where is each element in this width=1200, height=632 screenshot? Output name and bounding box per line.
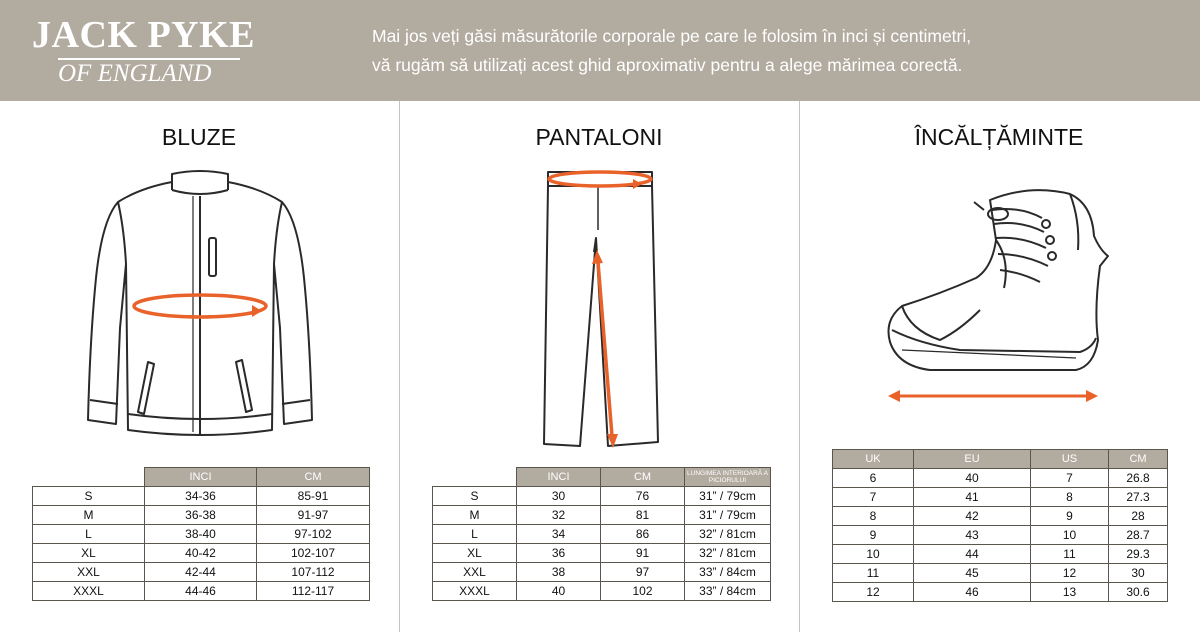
table-cell: XXL bbox=[33, 563, 145, 582]
table-cell: S bbox=[433, 487, 517, 506]
table-cell: 32 bbox=[517, 506, 601, 525]
table-cell: 12 bbox=[1031, 564, 1109, 583]
table-cell: XL bbox=[33, 544, 145, 563]
table-row bbox=[433, 563, 771, 582]
table-cell: 32” / 81cm bbox=[685, 525, 771, 544]
table-header-cell: CM bbox=[257, 468, 370, 487]
table-cell: 28 bbox=[1109, 507, 1168, 526]
table-cell: 34 bbox=[517, 525, 601, 544]
table-header-row bbox=[433, 468, 771, 487]
table-cell: 10 bbox=[1031, 526, 1109, 545]
table-cell: 42-44 bbox=[145, 563, 257, 582]
table-cell: 36-38 bbox=[145, 506, 257, 525]
table-row bbox=[833, 545, 1168, 564]
table-header-cell: US bbox=[1031, 450, 1109, 469]
table-cell: 33” / 84cm bbox=[685, 563, 771, 582]
table-row bbox=[33, 487, 370, 506]
table-cell: 28.7 bbox=[1109, 526, 1168, 545]
table-row bbox=[833, 488, 1168, 507]
table-cell: 107-112 bbox=[257, 563, 370, 582]
table-cell: XXXL bbox=[433, 582, 517, 601]
table-cell: 112-117 bbox=[257, 582, 370, 601]
footwear-title: ÎNCĂLȚĂMINTE bbox=[914, 124, 1084, 150]
trousers-size-table bbox=[432, 467, 771, 601]
shirts-title: BLUZE bbox=[161, 124, 237, 150]
table-row bbox=[833, 564, 1168, 583]
table-row bbox=[33, 544, 370, 563]
table-cell: 31” / 79cm bbox=[685, 487, 771, 506]
table-cell: 46 bbox=[914, 583, 1031, 602]
table-row bbox=[33, 582, 370, 601]
column-divider-1 bbox=[399, 101, 400, 632]
table-row bbox=[833, 583, 1168, 602]
table-row bbox=[433, 525, 771, 544]
table-cell: 36 bbox=[517, 544, 601, 563]
trousers-title: PANTALONI bbox=[535, 124, 663, 150]
table-header-cell: INCI bbox=[145, 468, 257, 487]
table-row bbox=[433, 544, 771, 563]
table-header-cell bbox=[33, 468, 145, 487]
table-cell: 30.6 bbox=[1109, 583, 1168, 602]
header-banner bbox=[0, 0, 1200, 101]
table-cell: 43 bbox=[914, 526, 1031, 545]
table-cell: 13 bbox=[1031, 583, 1109, 602]
table-row bbox=[33, 563, 370, 582]
table-cell: 34-36 bbox=[145, 487, 257, 506]
table-cell: M bbox=[433, 506, 517, 525]
trousers-illustration bbox=[536, 166, 666, 452]
table-cell: XXL bbox=[433, 563, 517, 582]
table-header-cell: EU bbox=[914, 450, 1031, 469]
table-row bbox=[433, 506, 771, 525]
brand-logo-name: JACK PYKE bbox=[32, 14, 255, 56]
intro-line-1: Mai jos veți găsi măsurătorile corporale pe care le folosim în inci și centimetri, bbox=[372, 26, 972, 46]
shirts-size-table bbox=[32, 467, 370, 601]
table-cell: 85-91 bbox=[257, 487, 370, 506]
table-cell: XL bbox=[433, 544, 517, 563]
table-cell: 7 bbox=[833, 488, 914, 507]
table-cell: S bbox=[33, 487, 145, 506]
table-cell: 8 bbox=[833, 507, 914, 526]
jacket-illustration bbox=[80, 168, 320, 444]
brand-logo-subtitle: OF ENGLAND bbox=[58, 60, 212, 87]
column-divider-2 bbox=[799, 101, 800, 632]
boot-illustration bbox=[880, 180, 1120, 410]
table-row bbox=[433, 487, 771, 506]
table-cell: 91 bbox=[601, 544, 685, 563]
table-cell: 86 bbox=[601, 525, 685, 544]
table-cell: 9 bbox=[1031, 507, 1109, 526]
table-cell: 42 bbox=[914, 507, 1031, 526]
table-cell: 12 bbox=[833, 583, 914, 602]
table-cell: 26.8 bbox=[1109, 469, 1168, 488]
table-cell: XXXL bbox=[33, 582, 145, 601]
table-row bbox=[833, 507, 1168, 526]
table-cell: 38-40 bbox=[145, 525, 257, 544]
table-header-cell: CM bbox=[1109, 450, 1168, 469]
footwear-size-table bbox=[832, 449, 1168, 602]
table-header-cell: INCI bbox=[517, 468, 601, 487]
table-cell: 40-42 bbox=[145, 544, 257, 563]
table-cell: L bbox=[33, 525, 145, 544]
table-cell: 30 bbox=[1109, 564, 1168, 583]
table-cell: 40 bbox=[914, 469, 1031, 488]
table-row bbox=[833, 526, 1168, 545]
table-header-cell: UK bbox=[833, 450, 914, 469]
table-cell: 44 bbox=[914, 545, 1031, 564]
table-cell: 41 bbox=[914, 488, 1031, 507]
table-header-row bbox=[33, 468, 370, 487]
table-cell: 76 bbox=[601, 487, 685, 506]
table-row bbox=[433, 582, 771, 601]
table-cell: L bbox=[433, 525, 517, 544]
table-cell: 97-102 bbox=[257, 525, 370, 544]
table-cell: 91-97 bbox=[257, 506, 370, 525]
table-cell: M bbox=[33, 506, 145, 525]
table-cell: 97 bbox=[601, 563, 685, 582]
table-cell: 31” / 79cm bbox=[685, 506, 771, 525]
table-cell: 29.3 bbox=[1109, 545, 1168, 564]
table-cell: 11 bbox=[833, 564, 914, 583]
table-cell: 8 bbox=[1031, 488, 1109, 507]
table-cell: 81 bbox=[601, 506, 685, 525]
table-header-row bbox=[833, 450, 1168, 469]
table-cell: 9 bbox=[833, 526, 914, 545]
table-cell: 40 bbox=[517, 582, 601, 601]
table-cell: 11 bbox=[1031, 545, 1109, 564]
table-cell: 10 bbox=[833, 545, 914, 564]
table-header-cell: LUNGIMEA INTERIOARĂ A PICIORULUI bbox=[685, 468, 771, 487]
table-row bbox=[33, 525, 370, 544]
table-cell: 44-46 bbox=[145, 582, 257, 601]
table-cell: 38 bbox=[517, 563, 601, 582]
table-cell: 45 bbox=[914, 564, 1031, 583]
table-cell: 102 bbox=[601, 582, 685, 601]
table-cell: 32” / 81cm bbox=[685, 544, 771, 563]
table-cell: 102-107 bbox=[257, 544, 370, 563]
table-cell: 30 bbox=[517, 487, 601, 506]
intro-text bbox=[372, 22, 1172, 80]
table-row bbox=[833, 469, 1168, 488]
table-header-cell bbox=[433, 468, 517, 487]
table-cell: 6 bbox=[833, 469, 914, 488]
table-cell: 7 bbox=[1031, 469, 1109, 488]
intro-line-2: vă rugăm să utilizați acest ghid aproximativ pentru a alege mărimea corectă. bbox=[372, 55, 963, 75]
table-cell: 33” / 84cm bbox=[685, 582, 771, 601]
table-cell: 27.3 bbox=[1109, 488, 1168, 507]
table-row bbox=[33, 506, 370, 525]
table-header-cell: CM bbox=[601, 468, 685, 487]
